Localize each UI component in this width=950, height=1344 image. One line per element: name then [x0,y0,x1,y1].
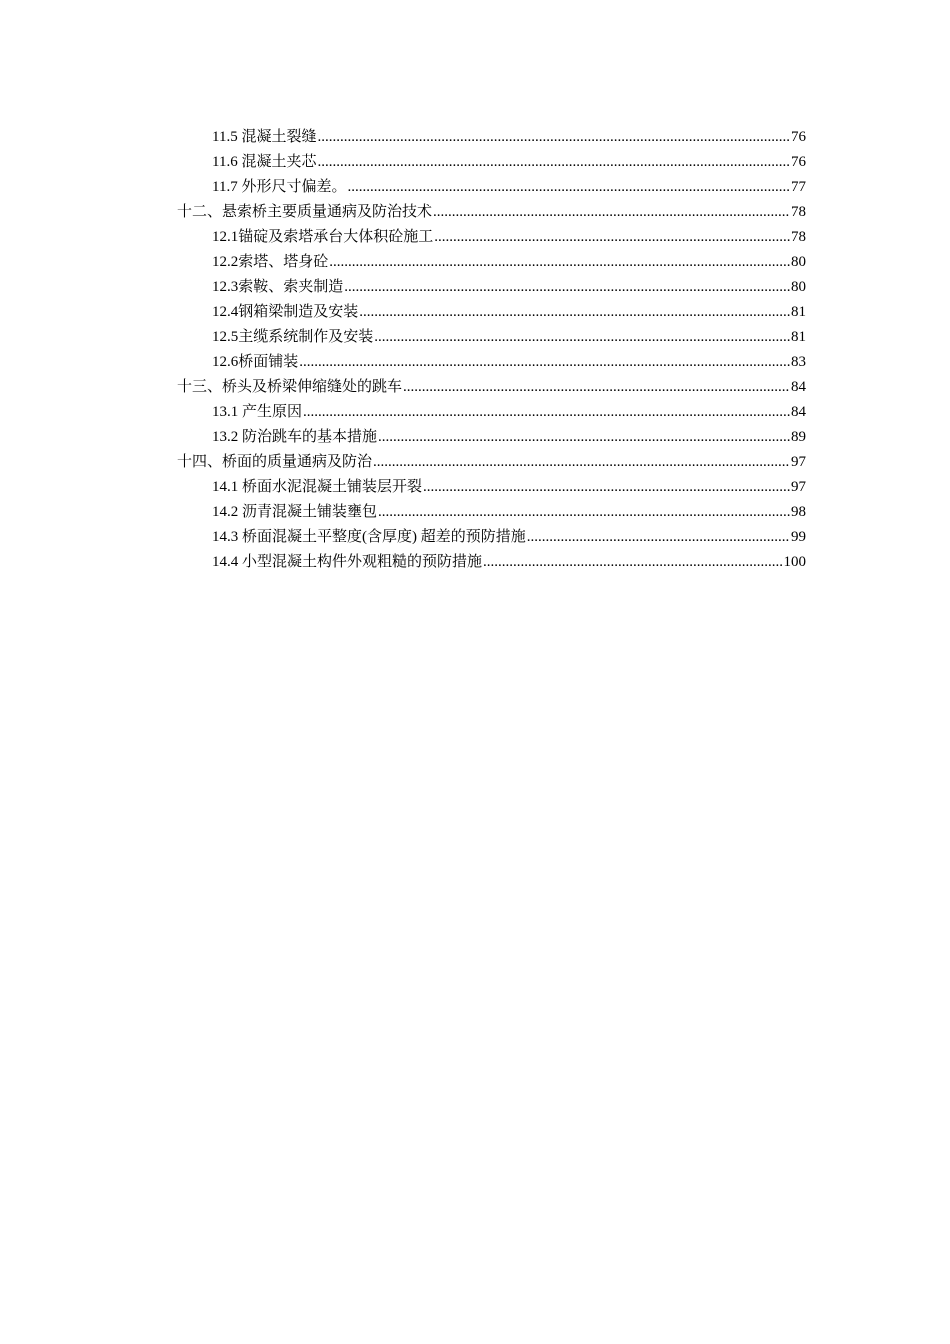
toc-dot-leader [317,126,790,148]
toc-entry-page: 78 [791,229,806,245]
toc-chapter-entry[interactable] [0,376,950,401]
toc-entry-title: 主缆系统制作及安装 [238,329,374,345]
toc-dot-leader [434,226,790,248]
toc-entry-number: 12.4 [212,304,239,320]
toc-dot-leader [403,376,790,398]
toc-entry-title: 外形尺寸偏差。 [241,179,347,195]
toc-entry[interactable] [0,301,950,326]
toc-entry-title: 索鞍、索夹制造 [238,279,344,295]
toc-entry-page: 84 [791,379,806,395]
toc-entry-page: 81 [791,304,806,320]
toc-entry-number: 14.1 [212,479,242,495]
toc-dot-leader [344,276,790,298]
toc-dot-leader [423,476,790,498]
toc-entry-title: 桥面混凝土平整度(含厚度) 超差的预防措施 [242,529,526,545]
toc-dot-leader [299,351,790,373]
table-of-contents [0,126,950,576]
toc-entry-title: 混凝土裂缝 [241,129,317,145]
toc-entry-number: 13.1 [212,404,242,420]
toc-chapter-entry[interactable] [0,201,950,226]
toc-entry-title: 桥面铺装 [238,354,299,370]
toc-entry-number: 12.6 [212,354,239,370]
toc-entry[interactable] [0,351,950,376]
toc-entry-page: 80 [791,254,806,270]
toc-entry-page: 76 [791,154,806,170]
toc-entry-title: 防治跳车的基本措施 [242,429,378,445]
toc-entry-title: 沥青混凝土铺装壅包 [242,504,378,520]
toc-entry-page: 99 [791,529,806,545]
toc-dot-leader [373,451,790,473]
toc-entry[interactable] [0,251,950,276]
toc-entry-number: 14.4 [212,554,242,570]
toc-entry-page: 76 [791,129,806,145]
toc-entry-title: 十四、桥面的质量通病及防治 [177,454,373,470]
toc-entry[interactable] [0,226,950,251]
toc-entry-number: 14.3 [212,529,242,545]
toc-entry-page: 98 [791,504,806,520]
toc-entry-page: 83 [791,354,806,370]
toc-entry-number: 13.2 [212,429,242,445]
toc-entry-number: 11.6 [212,154,242,170]
toc-entry-number: 12.3 [212,279,239,295]
toc-entry-number: 11.5 [212,129,242,145]
toc-entry-title: 索塔、塔身砼 [238,254,329,270]
toc-dot-leader [483,551,782,573]
toc-entry[interactable] [0,126,950,151]
toc-entry[interactable] [0,276,950,301]
toc-dot-leader [317,151,790,173]
toc-dot-leader [378,501,790,523]
toc-entry-number: 11.7 [212,179,242,195]
toc-entry[interactable] [0,426,950,451]
toc-dot-leader [378,426,790,448]
toc-entry-page: 97 [791,479,806,495]
toc-entry-title: 桥面水泥混凝土铺装层开裂 [242,479,423,495]
toc-entry[interactable] [0,476,950,501]
toc-dot-leader [359,301,790,323]
toc-entry[interactable] [0,551,950,576]
toc-entry-title: 十三、桥头及桥梁伸缩缝处的跳车 [177,379,403,395]
toc-entry-title: 产生原因 [242,404,303,420]
toc-entry-number: 12.1 [212,229,239,245]
toc-dot-leader [303,401,790,423]
toc-entry-page: 81 [791,329,806,345]
toc-entry[interactable] [0,151,950,176]
toc-entry-page: 78 [791,204,806,220]
toc-entry-page: 84 [791,404,806,420]
toc-entry-page: 80 [791,279,806,295]
toc-entry-page: 97 [791,454,806,470]
toc-entry-title: 小型混凝土构件外观粗糙的预防措施 [242,554,483,570]
toc-dot-leader [374,326,790,348]
toc-entry-number: 12.5 [212,329,239,345]
toc-entry-title: 混凝土夹芯 [241,154,317,170]
toc-dot-leader [527,526,790,548]
toc-dot-leader [433,201,790,223]
toc-entry-number: 14.2 [212,504,242,520]
toc-entry-title: 锚碇及索塔承台大体积砼施工 [238,229,434,245]
toc-entry[interactable] [0,176,950,201]
toc-entry[interactable] [0,501,950,526]
toc-entry[interactable] [0,401,950,426]
toc-entry-title: 钢箱梁制造及安装 [238,304,359,320]
toc-entry-page: 77 [791,179,806,195]
toc-entry[interactable] [0,326,950,351]
toc-entry-number: 12.2 [212,254,239,270]
toc-dot-leader [347,176,790,198]
toc-entry-page: 100 [783,554,806,570]
toc-dot-leader [329,251,790,273]
toc-entry-page: 89 [791,429,806,445]
toc-chapter-entry[interactable] [0,451,950,476]
toc-entry[interactable] [0,526,950,551]
toc-entry-title: 十二、悬索桥主要质量通病及防治技术 [177,204,433,220]
